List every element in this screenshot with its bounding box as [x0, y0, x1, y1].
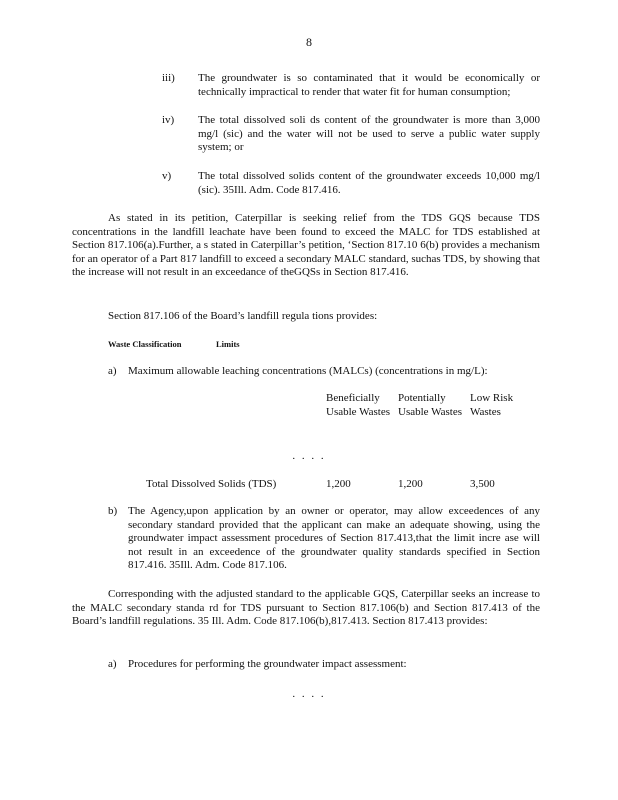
paragraph-petition: As stated in its petition, Caterpillar is seeking relief from the TDS GQS because TDS concentrations in the landfill leachate have been found to exceed the MALC for TDS established at Section 817.106(a).Further, a s stated in Caterpillar’s petition, ‘Section 817.10 6(b) provides a mechanism for an operator of a Part 817 landfill to exceed a secondary MALC standard, suchas TDS, by showing that the increase will not result in an exceedance of theGQSs in Section 817.416. — [72, 212, 540, 278]
item-b-agency — [108, 505, 540, 573]
item-number: a) — [108, 365, 117, 377]
list-number: iv) — [162, 114, 175, 126]
list-text: The groundwater is so contaminated that it would be economically or technically impractical to render that water fit for human consumption; — [198, 72, 540, 98]
item-a-malcs — [108, 365, 540, 379]
list-item-v — [162, 170, 540, 197]
item-number: b) — [108, 505, 118, 517]
column-header-potentially-usable: Potentially Usable Wastes — [398, 392, 462, 418]
table-row-label: Total Dissolved Solids (TDS) — [146, 478, 277, 490]
paragraph-section-intro: Section 817.106 of the Board’s landfill regula tions provides: — [108, 310, 378, 322]
list-item-iv — [162, 114, 540, 155]
list-item-iii — [162, 72, 540, 99]
table-cell-low-risk: 3,500 — [470, 478, 495, 490]
ellipsis: . . . . — [292, 450, 326, 462]
column-header-beneficially-usable: Beneficially Usable Wastes — [326, 392, 390, 418]
item-text: Maximum allowable leaching concentrations (MALCs) (concentrations in mg/L): — [128, 365, 488, 377]
list-text: The total dissolved solids content of the groundwater exceeds 10,000 mg/l (sic). 35Ill. Adm. Code 817.416. — [198, 170, 540, 196]
list-text: The total dissolved soli ds content of the groundwater is more than 3,000 mg/l (sic) and the water will not be used to serve a public water supply system; or — [198, 114, 540, 153]
page-number: 8 — [306, 35, 312, 49]
table-cell-beneficially: 1,200 — [326, 478, 351, 490]
limits-heading: Limits — [216, 339, 240, 349]
column-header-low-risk: Low Risk Wastes — [470, 392, 514, 418]
item-text: The Agency,upon application by an owner or operator, may allow exceedences of any secondary standard provided that the applicant can make an adequate showing, using the groundwater impact assessment procedures of Section 817.413,that the limit incre ase will not result in an exceedence of the groundwater quality standards specified in Section 817.416. 35Ill. Adm. Code 817.106. — [128, 505, 540, 571]
list-number: v) — [162, 170, 172, 182]
paragraph-corresponding: Corresponding with the adjusted standard to the applicable GQS, Caterpillar seeks an increase to the MALC secondary standa rd for TDS pursuant to Section 817.106(b) and Section 817.413 of the Board’s landfill regulations. 35 Ill. Adm. Code 817.106(b),817.413. Section 817.413 provides: — [72, 588, 540, 627]
item-number: a) — [108, 658, 117, 670]
ellipsis-2: . . . . — [292, 688, 326, 700]
item-text: Procedures for performing the groundwater impact assessment: — [128, 658, 407, 670]
waste-classification-heading: Waste Classification — [108, 339, 182, 349]
table-cell-potentially: 1,200 — [398, 478, 423, 490]
item-a-procedures — [108, 658, 540, 672]
list-number: iii) — [162, 72, 175, 84]
